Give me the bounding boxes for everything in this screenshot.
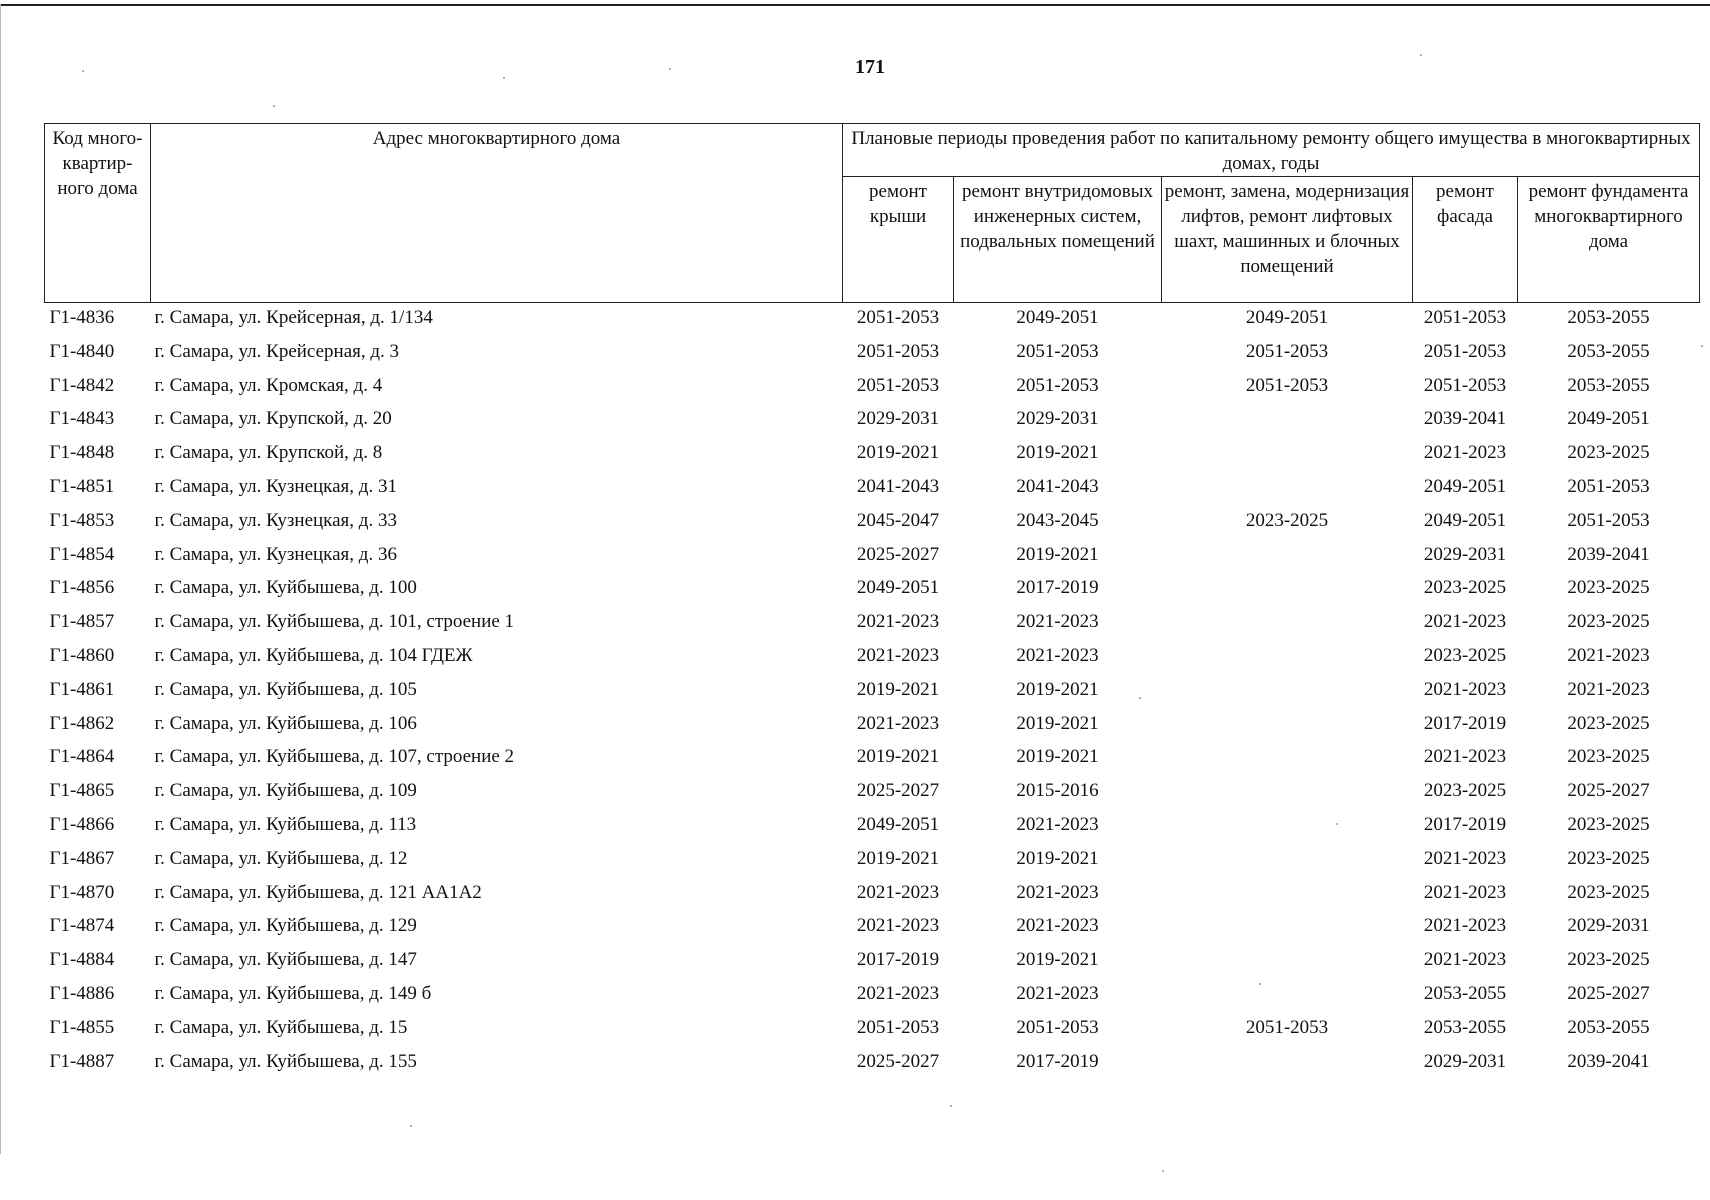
row-lift-period — [1162, 709, 1413, 743]
row-foundation-period: 2051-2053 — [1567, 509, 1650, 531]
row-address: г. Самара, ул. Куйбышева, д. 106 — [154, 712, 417, 734]
scan-speck — [410, 1125, 412, 1127]
row-engineering-period: 2019-2021 — [1016, 746, 1099, 768]
table-row — [45, 844, 1700, 878]
row-address: г. Самара, ул. Кузнецкая, д. 36 — [154, 543, 397, 565]
row-lift-period — [1162, 776, 1413, 810]
table-row — [45, 540, 1700, 574]
row-facade-period: 2051-2053 — [1423, 374, 1507, 396]
row-address: г. Самара, ул. Крупской, д. 8 — [154, 442, 383, 464]
row-facade-period: 2029-2031 — [1423, 1050, 1507, 1072]
table-body — [45, 303, 1700, 1081]
row-engineering-period: 2021-2023 — [1016, 644, 1099, 666]
row-facade-period: 2021-2023 — [1423, 746, 1507, 768]
row-foundation-period: 2053-2055 — [1567, 307, 1650, 328]
scan-speck — [1162, 1170, 1164, 1172]
row-lift-period — [1162, 540, 1413, 574]
row-roof-period: 2019-2021 — [856, 678, 940, 700]
row-address: г. Самара, ул. Куйбышева, д. 105 — [154, 678, 417, 700]
table-row — [45, 810, 1700, 844]
row-roof-period: 2045-2047 — [856, 509, 940, 531]
row-lift-period: 2023-2025 — [1245, 509, 1329, 531]
header-foundation: ремонт фундамента многоквартирного дома — [1518, 177, 1700, 303]
row-engineering-period: 2051-2053 — [1016, 340, 1099, 362]
row-foundation-period: 2049-2051 — [1567, 408, 1650, 430]
row-foundation-period: 2039-2041 — [1567, 1050, 1650, 1072]
table-row — [45, 573, 1700, 607]
row-engineering-period: 2019-2021 — [1016, 543, 1099, 565]
row-engineering-period: 2019-2021 — [1016, 678, 1099, 700]
row-engineering-period: 2015-2016 — [1016, 780, 1099, 802]
row-lift-period — [1162, 472, 1413, 506]
row-roof-period: 2041-2043 — [856, 475, 940, 497]
row-engineering-period: 2021-2023 — [1016, 881, 1099, 903]
scan-speck — [503, 77, 505, 79]
row-facade-period: 2021-2023 — [1423, 611, 1507, 633]
row-address: г. Самара, ул. Кузнецкая, д. 31 — [154, 475, 397, 497]
row-roof-period: 2049-2051 — [856, 813, 940, 835]
row-engineering-period: 2019-2021 — [1016, 847, 1099, 869]
row-code: Г1-4856 — [49, 577, 115, 599]
row-roof-period: 2029-2031 — [856, 408, 940, 430]
table-row — [45, 303, 1700, 337]
row-code: Г1-4886 — [49, 982, 115, 1004]
row-foundation-period: 2021-2023 — [1567, 644, 1650, 666]
row-foundation-period: 2023-2025 — [1567, 712, 1650, 734]
row-lift-period — [1162, 1047, 1413, 1081]
row-address: г. Самара, ул. Куйбышева, д. 107, строение 2 — [154, 746, 515, 768]
row-facade-period: 2021-2023 — [1423, 442, 1507, 464]
row-address: г. Самара, ул. Куйбышева, д. 101, строение 1 — [154, 611, 515, 633]
row-code: Г1-4848 — [49, 442, 115, 464]
row-lift-period — [1162, 844, 1413, 878]
row-facade-period: 2021-2023 — [1423, 847, 1507, 869]
header-roof: ремонт крыши — [843, 177, 954, 303]
row-engineering-period: 2019-2021 — [1016, 442, 1099, 464]
row-foundation-period: 2025-2027 — [1567, 780, 1650, 802]
row-code: Г1-4884 — [49, 949, 115, 971]
row-engineering-period: 2043-2045 — [1016, 509, 1099, 531]
row-facade-period: 2017-2019 — [1423, 813, 1507, 835]
row-code: Г1-4857 — [49, 611, 115, 633]
scan-speck — [1139, 697, 1141, 699]
row-address: г. Самара, ул. Куйбышева, д. 104 ГДЕЖ — [154, 644, 473, 666]
row-roof-period: 2021-2023 — [856, 881, 940, 903]
row-address: г. Самара, ул. Крейсерная, д. 1/134 — [154, 307, 433, 328]
table-row — [45, 337, 1700, 371]
row-lift-period — [1162, 573, 1413, 607]
table-row — [45, 371, 1700, 405]
row-code: Г1-4855 — [49, 1016, 115, 1038]
row-facade-period: 2051-2053 — [1423, 340, 1507, 362]
row-foundation-period: 2023-2025 — [1567, 881, 1650, 903]
row-lift-period — [1162, 878, 1413, 912]
row-roof-period: 2051-2053 — [856, 1016, 940, 1038]
row-roof-period: 2051-2053 — [856, 340, 940, 362]
row-facade-period: 2021-2023 — [1423, 678, 1507, 700]
row-facade-period: 2029-2031 — [1423, 543, 1507, 565]
repair-schedule-table — [44, 123, 1700, 1080]
table-row — [45, 776, 1700, 810]
row-facade-period: 2051-2053 — [1423, 307, 1507, 328]
header-engineering: ремонт внутридомовых инженерных систем, подвальных помещений — [954, 177, 1162, 303]
table-row — [45, 1047, 1700, 1081]
row-facade-period: 2021-2023 — [1423, 915, 1507, 937]
row-engineering-period: 2051-2053 — [1016, 1016, 1099, 1038]
row-lift-period — [1162, 810, 1413, 844]
row-foundation-period: 2023-2025 — [1567, 949, 1650, 971]
row-foundation-period: 2051-2053 — [1567, 475, 1650, 497]
row-foundation-period: 2023-2025 — [1567, 813, 1650, 835]
row-facade-period: 2049-2051 — [1423, 509, 1507, 531]
row-address: г. Самара, ул. Куйбышева, д. 121 АА1А2 — [154, 881, 482, 903]
table-row — [45, 945, 1700, 979]
row-roof-period: 2019-2021 — [856, 442, 940, 464]
row-address: г. Самара, ул. Крупской, д. 20 — [154, 408, 392, 430]
row-facade-period: 2017-2019 — [1423, 712, 1507, 734]
table-row — [45, 607, 1700, 641]
row-address: г. Самара, ул. Крейсерная, д. 3 — [154, 340, 400, 362]
row-foundation-period: 2053-2055 — [1567, 374, 1650, 396]
row-lift-period — [1162, 911, 1413, 945]
row-facade-period: 2023-2025 — [1423, 577, 1507, 599]
row-address: г. Самара, ул. Куйбышева, д. 129 — [154, 915, 417, 937]
header-periods-group: Плановые периоды проведения работ по капитальному ремонту общего имущества в многоквартирных домах, годы — [843, 124, 1700, 177]
row-lift-period — [1162, 641, 1413, 675]
row-code: Г1-4860 — [49, 644, 115, 666]
row-foundation-period: 2039-2041 — [1567, 543, 1650, 565]
table-row — [45, 911, 1700, 945]
row-engineering-period: 2051-2053 — [1016, 374, 1099, 396]
row-roof-period: 2025-2027 — [856, 1050, 940, 1072]
row-address: г. Самара, ул. Куйбышева, д. 113 — [154, 813, 417, 835]
table-header — [45, 124, 1700, 303]
row-address: г. Самара, ул. Куйбышева, д. 155 — [154, 1050, 417, 1072]
scan-speck — [1701, 345, 1703, 347]
row-lift-period: 2051-2053 — [1245, 374, 1329, 396]
row-engineering-period: 2049-2051 — [1016, 307, 1099, 328]
row-address: г. Самара, ул. Куйбышева, д. 12 — [154, 847, 408, 869]
header-lifts: ремонт, замена, модернизация лифтов, ремонт лифтовых шахт, машинных и блочных помещений — [1162, 177, 1413, 303]
row-code: Г1-4864 — [49, 746, 115, 768]
row-code: Г1-4843 — [49, 408, 115, 430]
table-row — [45, 641, 1700, 675]
row-code: Г1-4836 — [49, 307, 115, 328]
row-engineering-period: 2019-2021 — [1016, 949, 1099, 971]
row-lift-period: 2049-2051 — [1245, 307, 1329, 328]
row-code: Г1-4854 — [49, 543, 115, 565]
scan-speck — [669, 68, 671, 70]
row-lift-period — [1162, 979, 1413, 1013]
row-address: г. Самара, ул. Куйбышева, д. 100 — [154, 577, 417, 599]
table-row — [45, 438, 1700, 472]
row-facade-period: 2021-2023 — [1423, 881, 1507, 903]
row-facade-period: 2049-2051 — [1423, 475, 1507, 497]
row-code: Г1-4865 — [49, 780, 115, 802]
row-code: Г1-4851 — [49, 475, 115, 497]
row-address: г. Самара, ул. Куйбышева, д. 109 — [154, 780, 417, 802]
row-code: Г1-4842 — [49, 374, 115, 396]
row-code: Г1-4862 — [49, 712, 115, 734]
row-code: Г1-4840 — [49, 340, 115, 362]
row-engineering-period: 2017-2019 — [1016, 1050, 1099, 1072]
row-engineering-period: 2021-2023 — [1016, 915, 1099, 937]
row-roof-period: 2017-2019 — [856, 949, 940, 971]
row-lift-period — [1162, 945, 1413, 979]
row-roof-period: 2025-2027 — [856, 543, 940, 565]
scan-speck — [950, 1105, 952, 1107]
row-code: Г1-4887 — [49, 1050, 115, 1072]
row-facade-period: 2053-2055 — [1423, 1016, 1507, 1038]
row-lift-period — [1162, 607, 1413, 641]
row-code: Г1-4867 — [49, 847, 115, 869]
row-lift-period: 2051-2053 — [1245, 1016, 1329, 1038]
row-engineering-period: 2029-2031 — [1016, 408, 1099, 430]
scan-speck — [1420, 54, 1422, 56]
table-row — [45, 1013, 1700, 1047]
table-row — [45, 404, 1700, 438]
header-address: Адрес многоквартирного дома — [151, 124, 843, 303]
row-roof-period: 2021-2023 — [856, 611, 940, 633]
row-roof-period: 2021-2023 — [856, 712, 940, 734]
row-code: Г1-4870 — [49, 881, 115, 903]
row-roof-period: 2019-2021 — [856, 746, 940, 768]
row-roof-period: 2025-2027 — [856, 780, 940, 802]
row-engineering-period: 2041-2043 — [1016, 475, 1099, 497]
row-foundation-period: 2023-2025 — [1567, 577, 1650, 599]
row-lift-period — [1162, 675, 1413, 709]
row-address: г. Самара, ул. Куйбышева, д. 149 б — [154, 982, 432, 1004]
scan-speck — [1259, 983, 1261, 985]
top-border-line — [0, 4, 1710, 6]
header-facade: ремонт фасада — [1413, 177, 1518, 303]
row-facade-period: 2021-2023 — [1423, 949, 1507, 971]
row-foundation-period: 2053-2055 — [1567, 340, 1650, 362]
row-foundation-period: 2023-2025 — [1567, 442, 1650, 464]
row-facade-period: 2023-2025 — [1423, 780, 1507, 802]
row-foundation-period: 2023-2025 — [1567, 847, 1650, 869]
row-address: г. Самара, ул. Куйбышева, д. 15 — [154, 1016, 408, 1038]
row-foundation-period: 2053-2055 — [1567, 1016, 1650, 1038]
row-address: г. Самара, ул. Куйбышева, д. 147 — [154, 949, 417, 971]
header-row-top — [45, 124, 1700, 177]
row-roof-period: 2021-2023 — [856, 915, 940, 937]
table-row — [45, 742, 1700, 776]
row-roof-period: 2021-2023 — [856, 644, 940, 666]
table-row — [45, 472, 1700, 506]
row-roof-period: 2051-2053 — [856, 374, 940, 396]
page-number: 171 — [855, 56, 885, 78]
row-facade-period: 2039-2041 — [1423, 408, 1507, 430]
row-roof-period: 2019-2021 — [856, 847, 940, 869]
scan-speck — [273, 105, 275, 107]
scan-speck — [1336, 823, 1338, 825]
row-engineering-period: 2017-2019 — [1016, 577, 1099, 599]
row-code: Г1-4861 — [49, 678, 115, 700]
table-row — [45, 675, 1700, 709]
table-row — [45, 878, 1700, 912]
table-row — [45, 979, 1700, 1013]
row-address: г. Самара, ул. Кузнецкая, д. 33 — [154, 509, 397, 531]
left-border-line — [0, 4, 1, 1154]
row-foundation-period: 2023-2025 — [1567, 746, 1650, 768]
row-foundation-period: 2021-2023 — [1567, 678, 1650, 700]
row-lift-period — [1162, 404, 1413, 438]
row-roof-period: 2051-2053 — [856, 307, 940, 328]
row-roof-period: 2049-2051 — [856, 577, 940, 599]
row-lift-period — [1162, 742, 1413, 776]
row-lift-period: 2051-2053 — [1245, 340, 1329, 362]
row-foundation-period: 2029-2031 — [1567, 915, 1650, 937]
table-row — [45, 506, 1700, 540]
row-code: Г1-4866 — [49, 813, 115, 835]
row-facade-period: 2053-2055 — [1423, 982, 1507, 1004]
row-engineering-period: 2021-2023 — [1016, 611, 1099, 633]
row-lift-period — [1162, 438, 1413, 472]
table-row — [45, 709, 1700, 743]
row-engineering-period: 2021-2023 — [1016, 813, 1099, 835]
row-roof-period: 2021-2023 — [856, 982, 940, 1004]
row-engineering-period: 2019-2021 — [1016, 712, 1099, 734]
row-facade-period: 2023-2025 — [1423, 644, 1507, 666]
row-foundation-period: 2025-2027 — [1567, 982, 1650, 1004]
row-foundation-period: 2023-2025 — [1567, 611, 1650, 633]
row-code: Г1-4853 — [49, 509, 115, 531]
row-engineering-period: 2021-2023 — [1016, 982, 1099, 1004]
row-code: Г1-4874 — [49, 915, 115, 937]
scan-speck — [82, 70, 84, 72]
row-address: г. Самара, ул. Кромская, д. 4 — [154, 374, 383, 396]
header-code: Код много-квартир-ного дома — [45, 124, 151, 303]
